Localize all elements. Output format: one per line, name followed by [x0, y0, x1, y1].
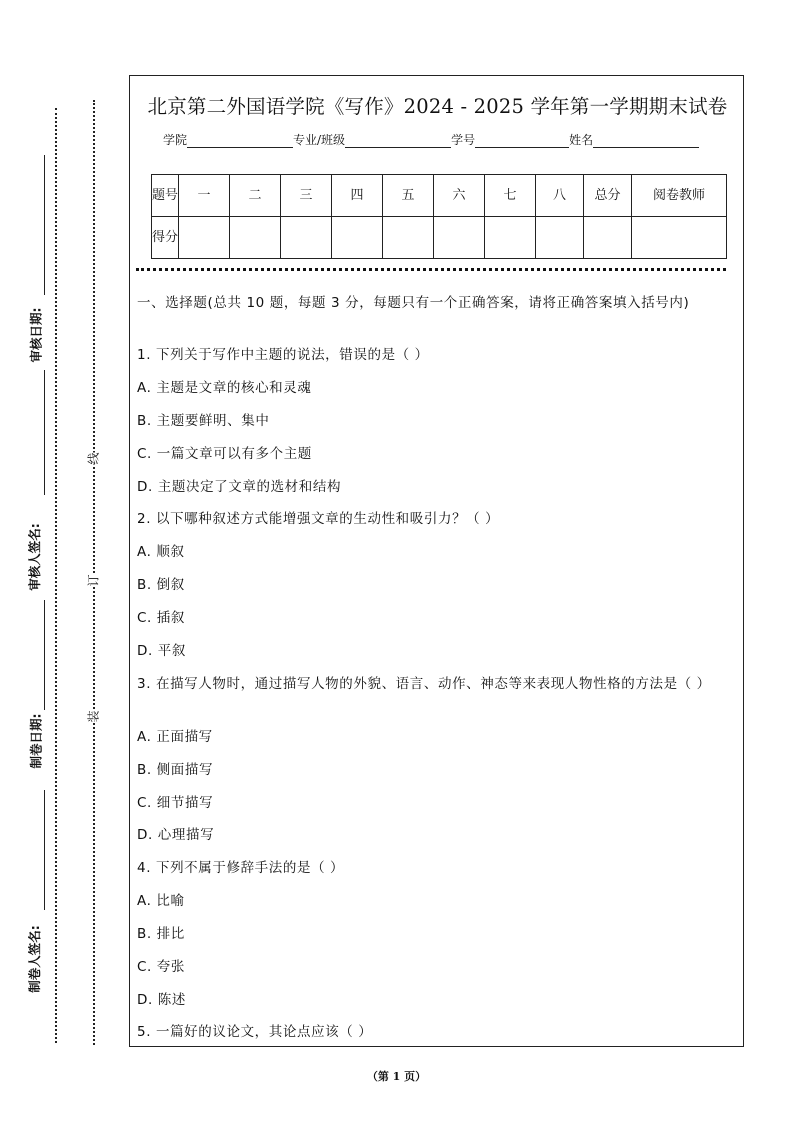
info-label-id: 学号 [451, 133, 476, 147]
score-cell[interactable] [434, 217, 485, 259]
score-table [151, 174, 727, 259]
score-cell[interactable] [485, 217, 536, 259]
question-option: C. 细节描写 [137, 795, 214, 811]
exam-frame [129, 75, 744, 1047]
question-option: D. 主题决定了文章的选材和结构 [137, 479, 342, 495]
preparer-sign-label: 制卷人签名: [26, 925, 42, 993]
score-cell[interactable] [281, 217, 332, 259]
question-option: C. 插叙 [137, 610, 186, 626]
name-field[interactable] [593, 135, 699, 148]
question-stem: 2. 以下哪种叙述方式能增强文章的生动性和吸引力？（ ） [137, 511, 500, 527]
binding-mark-ding: 订 [86, 574, 101, 587]
preparer-sign-line [44, 790, 45, 910]
question-option: B. 侧面描写 [137, 762, 214, 778]
score-col-7: 七 [485, 175, 536, 217]
score-cell[interactable] [584, 217, 632, 259]
score-col-2: 二 [230, 175, 281, 217]
question-stem: 5. 一篇好的议论文，其论点应该（ ） [137, 1024, 373, 1040]
score-table-row1-head: 题号 [152, 175, 179, 217]
score-table-row2-head: 得分 [152, 217, 179, 259]
score-cell[interactable] [536, 217, 584, 259]
score-cell[interactable] [332, 217, 383, 259]
binding-dotted-line-outer [55, 108, 57, 1043]
score-col-grader: 阅卷教师 [632, 175, 727, 217]
question-option: D. 平叙 [137, 643, 186, 659]
score-col-8: 八 [536, 175, 584, 217]
question-option: C. 夸张 [137, 959, 186, 975]
question-option: B. 倒叙 [137, 577, 185, 593]
score-col-1: 一 [179, 175, 230, 217]
question-option: A. 比喻 [137, 893, 185, 909]
score-cell[interactable] [179, 217, 230, 259]
question-option: D. 陈述 [137, 992, 186, 1008]
question-stem: 4. 下列不属于修辞手法的是（ ） [137, 860, 345, 876]
reviewer-sign-label: 审核人签名: [26, 523, 42, 591]
score-col-3: 三 [281, 175, 332, 217]
question-stem: 1. 下列关于写作中主题的说法，错误的是（ ） [137, 347, 429, 363]
prepare-date-line [44, 600, 45, 710]
page-number: （第 1 页） [366, 1070, 427, 1083]
info-label-college: 学院 [163, 133, 188, 147]
score-cell[interactable] [383, 217, 434, 259]
exam-title: 北京第二外国语学院《写作》2024 - 2025 学年第一学期期末试卷 [147, 95, 728, 118]
question-option: A. 顺叙 [137, 544, 185, 560]
college-field[interactable] [187, 135, 293, 148]
question-option: A. 正面描写 [137, 729, 213, 745]
binding-mark-zhuang: 装 [86, 710, 101, 723]
reviewer-sign-line [44, 370, 45, 495]
major-class-field[interactable] [345, 135, 451, 148]
review-date-line [44, 155, 45, 295]
question-option: C. 一篇文章可以有多个主题 [137, 446, 312, 462]
question-option: B. 主题要鲜明、集中 [137, 413, 270, 429]
score-cell[interactable] [230, 217, 281, 259]
student-info-row [163, 131, 699, 148]
score-col-5: 五 [383, 175, 434, 217]
info-label-major: 专业/班级 [293, 133, 346, 147]
section-heading: 一、选择题(总共 10 题，每题 3 分，每题只有一个正确答案，请将正确答案填入括号内) [137, 295, 690, 311]
question-option: D. 心理描写 [137, 827, 215, 843]
info-label-name: 姓名 [569, 133, 594, 147]
score-col-6: 六 [434, 175, 485, 217]
question-stem: 3. 在描写人物时，通过描写人物的外貌、语言、动作、神态等来表现人物性格的方法是（ ） [137, 676, 711, 692]
score-col-4: 四 [332, 175, 383, 217]
question-option: A. 主题是文章的核心和灵魂 [137, 380, 312, 396]
review-date-label: 审核日期: [28, 307, 44, 363]
header-divider [136, 268, 726, 271]
score-col-total: 总分 [584, 175, 632, 217]
question-option: B. 排比 [137, 926, 185, 942]
student-id-field[interactable] [475, 135, 569, 148]
binding-mark-xian: 线 [86, 452, 101, 465]
prepare-date-label: 制卷日期: [28, 713, 44, 769]
binding-dotted-line-inner [93, 100, 95, 1045]
score-cell[interactable] [632, 217, 727, 259]
